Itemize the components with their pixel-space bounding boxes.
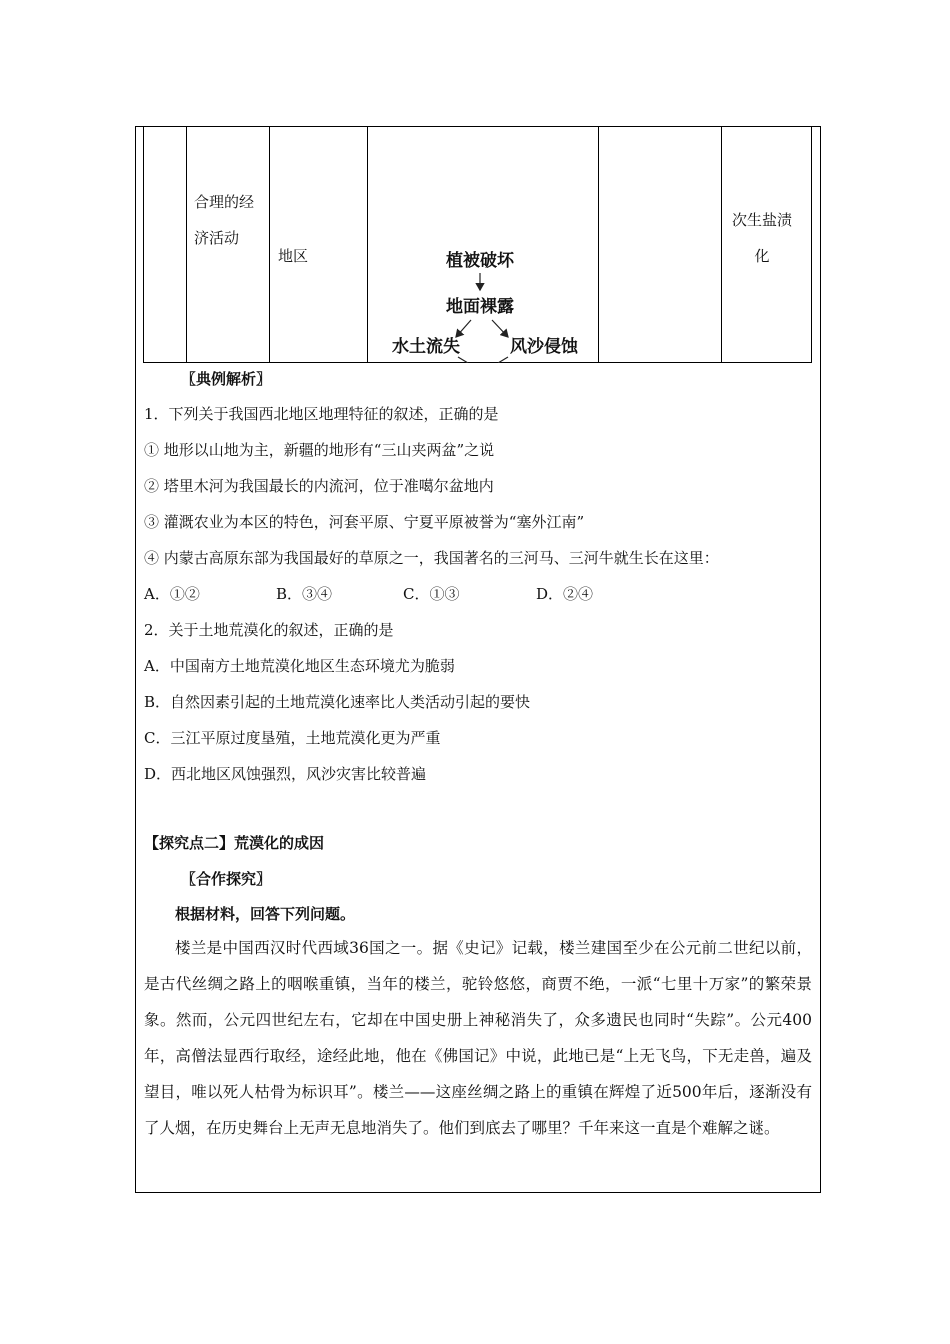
q1-item-1: ① 地形以山地为主，新疆的地形有“三山夹两盆”之说 — [144, 441, 495, 459]
q2-option-c: C．三江平原过度垦殖，土地荒漠化更为严重 — [144, 729, 441, 747]
cell-region: 地区 — [278, 247, 309, 265]
q1-item-4: ④ 内蒙古高原东部为我国最好的草原之一，我国著名的三河马、三河牛就生长在这里： — [144, 549, 719, 567]
flow-arrow-lower-left — [458, 357, 468, 363]
q2-option-d: D．西北地区风蚀强烈，风沙灾害比较普遍 — [144, 765, 427, 783]
cell-activity: 合理的经济活动 — [194, 193, 255, 247]
q1-option-a: A．①② — [144, 585, 200, 603]
cell-result: 次生盐渍化 — [731, 211, 792, 265]
q1-stem: 1．下列关于我国西北地区地理特征的叙述，正确的是 — [144, 405, 499, 423]
q1-item-2: ② 塔里木河为我国最长的内流河，位于准噶尔盆地内 — [144, 477, 494, 495]
flow-node-right: 风沙侵蚀 — [510, 337, 578, 357]
desertification-flow-diagram — [368, 126, 598, 363]
q1-option-b: B．③④ — [276, 585, 333, 603]
section-heading-cooperation: 〖合作探究〗 — [181, 870, 272, 888]
loulan-passage: 楼兰是中国西汉时代西域36国之一。据《史记》记载，楼兰建国至少在公元前二世纪以前，是古代丝绸之路上的咽喉重镇，当年的楼兰，驼铃悠悠，商贾不绝，一派“七里十万家”的繁荣景象。然而，公元四世纪左右，它却在中国史册上神秘消失了，众多遗民也同时“失踪”。公元400年，高僧法显西行取经，途经此地，他在《佛国记》中说，此地已是“上无飞鸟，下无走兽，遍及望目，唯以死人枯骨为标识耳”。楼兰——这座丝绸之路上的重镇在辉煌了近500年后，逐渐没有了人烟，在历史舞台上无声无息地消失了。他们到底去了哪里？千年来这一直是个难解之谜。 — [144, 939, 812, 1137]
section-title-inquiry-2: 【探究点二】荒漠化的成因 — [144, 834, 325, 852]
table-divider — [186, 126, 187, 362]
continued-table — [143, 126, 812, 363]
section-heading-examples: 〖典例解析〗 — [181, 370, 272, 388]
table-divider — [269, 126, 270, 362]
q2-stem: 2．关于土地荒漠化的叙述，正确的是 — [144, 621, 394, 639]
q1-item-3: ③ 灌溉农业为本区的特色，河套平原、宁夏平原被誉为“塞外江南” — [144, 513, 585, 531]
table-divider — [598, 126, 599, 362]
q2-option-a: A．中国南方土地荒漠化地区生态环境尤为脆弱 — [144, 657, 455, 675]
flow-arrow-left — [456, 320, 471, 337]
q1-option-c: C．①③ — [403, 585, 460, 603]
flow-node-middle: 地面裸露 — [446, 297, 514, 317]
q1-option-d: D．②④ — [536, 585, 594, 603]
instruction: 根据材料，回答下列问题。 — [175, 905, 356, 923]
flow-node-top: 植被破坏 — [446, 251, 514, 271]
flow-arrow-lower-right — [498, 357, 508, 363]
q2-option-b: B．自然因素引起的土地荒漠化速率比人类活动引起的要快 — [144, 693, 531, 711]
flow-node-left: 水土流失 — [392, 337, 460, 357]
table-divider — [721, 126, 722, 362]
flow-arrow-right — [492, 320, 508, 337]
